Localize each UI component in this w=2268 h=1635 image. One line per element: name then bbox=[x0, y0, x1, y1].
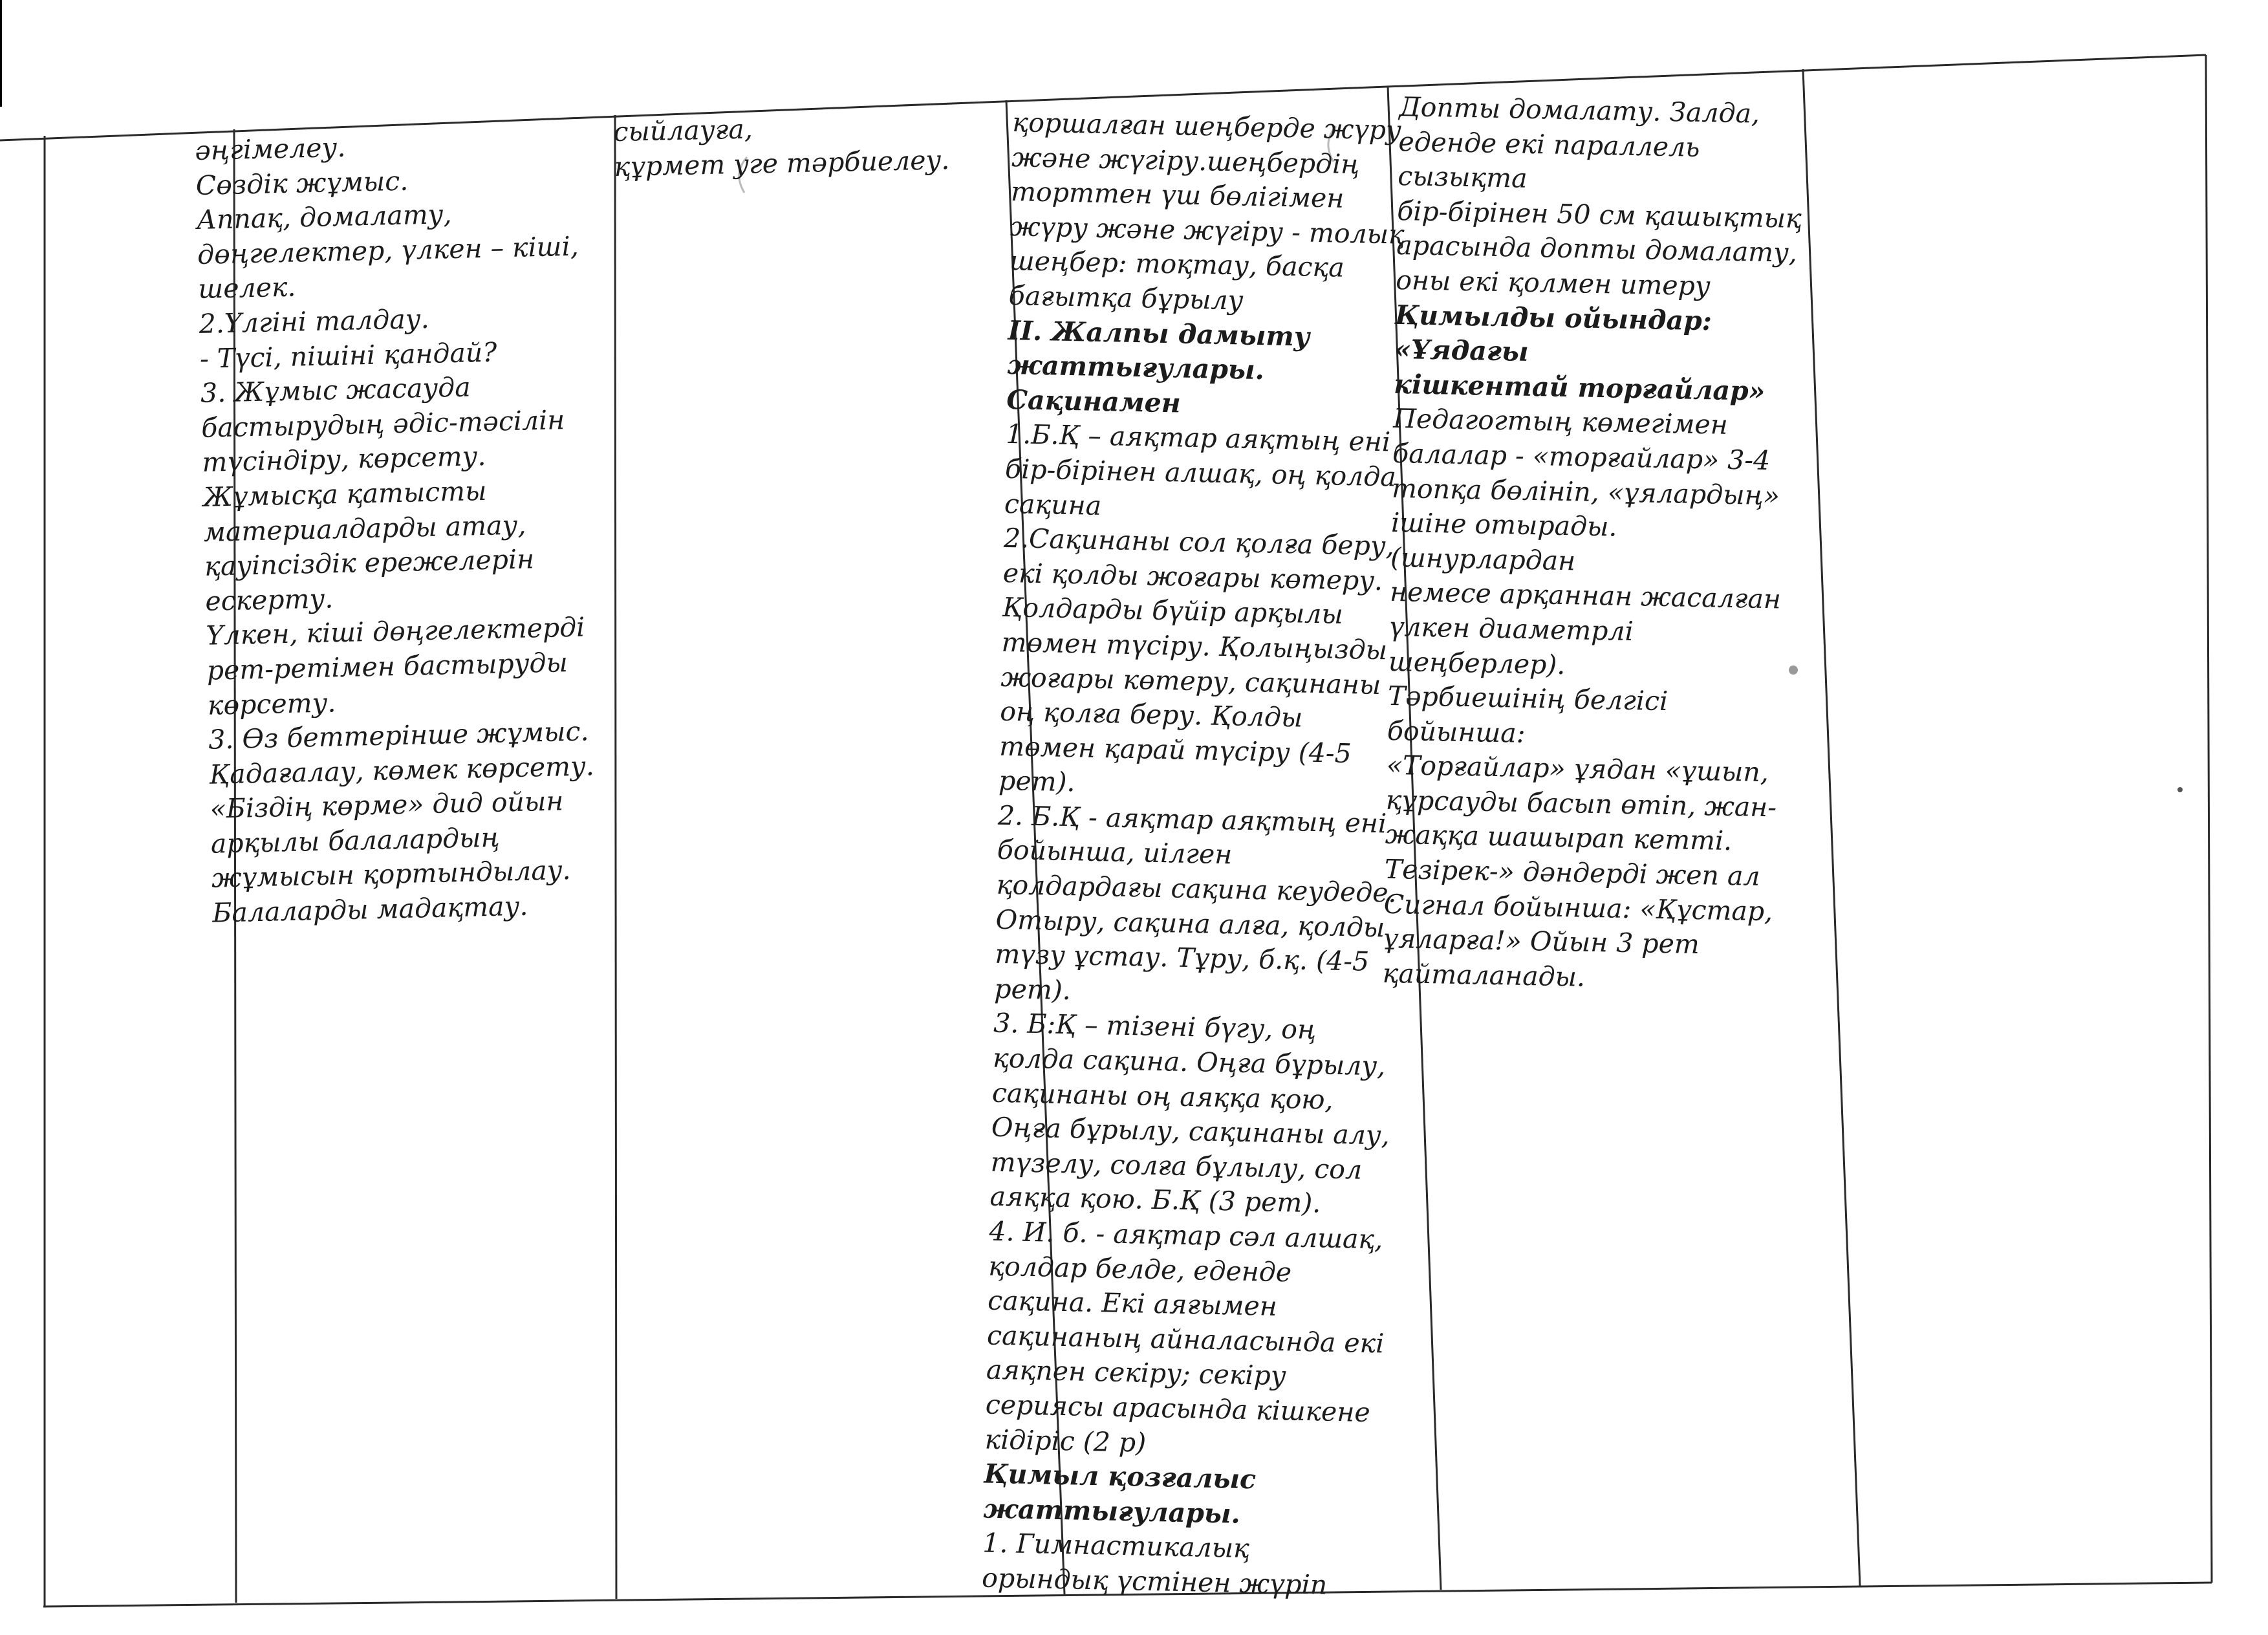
text-line: сақинаны оң аяққа қою, bbox=[991, 1077, 1334, 1116]
column-4-content bbox=[982, 105, 1427, 1604]
text-line: рет). bbox=[998, 765, 1076, 798]
text-line: бір-бірінен 50 см қашықтық bbox=[1396, 195, 1802, 234]
text-line: - Түсі, пішіні қандай? bbox=[199, 336, 497, 374]
table-right-border bbox=[2206, 55, 2212, 1583]
text-line: 3. Жұмыс жасауда bbox=[200, 371, 471, 409]
text-line: Қимылды ойындар: «Ұядағы bbox=[1394, 299, 1712, 368]
text-line: ұяларға!» Ойын 3 рет bbox=[1383, 923, 1700, 960]
column-divider-5 bbox=[1803, 69, 1860, 1586]
text-line: топқа бөлініп, «ұялардың» bbox=[1391, 472, 1780, 511]
text-line: 3. Б:Қ – тізені бүгу, оң bbox=[993, 1008, 1317, 1046]
text-line: үлкен диаметрлі шеңберлер). bbox=[1388, 611, 1634, 680]
text-line: балалар - «торғайлар» 3-4 bbox=[1392, 437, 1771, 477]
text-line: Сигнал бойынша: «Құстар, bbox=[1383, 888, 1773, 927]
text-line: Оңға бұрылу, сақинаны алу, bbox=[991, 1111, 1390, 1151]
text-line: Үлкен, кіші дөңгелектерді bbox=[206, 611, 585, 652]
text-line: кішкентай торғайлар» bbox=[1393, 368, 1766, 407]
text-line: құрсауды басып өтіп, жан- bbox=[1385, 784, 1777, 823]
text-line: аяқпен секіру; секіру bbox=[986, 1354, 1287, 1392]
text-line: Тәрбиешінің белгісі бойынша: bbox=[1387, 680, 1669, 749]
text-line: жоғары көтеру, сақинаны bbox=[1000, 661, 1381, 700]
text-line: бір-бірінен алшақ, оң қолда bbox=[1004, 453, 1397, 493]
text-line: 1. Гимнастикалық bbox=[982, 1527, 1250, 1565]
text-line: бағытқа бұрылу bbox=[1008, 279, 1244, 316]
text-line: орындық үстінен жүріп bbox=[981, 1562, 1328, 1601]
text-line: еденде екі параллель сызықта bbox=[1397, 125, 1700, 195]
text-line: 2.Үлгіні талдау. bbox=[199, 303, 430, 340]
text-line: сақина bbox=[1004, 488, 1102, 521]
text-line: қоршалған шеңберде жүру bbox=[1011, 106, 1402, 146]
text-line: 2.Сақинаны сол қолға беру, bbox=[1003, 522, 1395, 562]
text-line: сыйлауға, bbox=[613, 113, 753, 147]
text-line: жұмысын қортындылау. bbox=[211, 854, 572, 894]
text-line: Педагогтың көмегімен bbox=[1392, 403, 1729, 441]
column-5-content bbox=[1382, 90, 1813, 999]
text-line: жаттығулары. bbox=[983, 1493, 1241, 1530]
text-line: «Торғайлар» ұядан «ұшып, bbox=[1386, 750, 1769, 788]
text-line: Отыру, сақина алға, қолды bbox=[995, 904, 1385, 943]
text-line: және жүгіру.шеңбердің bbox=[1011, 141, 1360, 180]
text-line: қауіпсіздік ережелерін bbox=[204, 543, 535, 582]
text-line: бойынша, иілген bbox=[997, 834, 1233, 871]
text-line: ішіне отырады. (шнурлардан bbox=[1390, 507, 1617, 577]
text-line: оң қолға беру. Қолды bbox=[999, 695, 1303, 733]
text-line: материалдарды атау, bbox=[203, 509, 526, 548]
text-line: түзу ұстау. Тұру, б.қ. (4-5 bbox=[995, 938, 1370, 978]
text-line: «Біздің көрме» дид ойын bbox=[210, 785, 564, 825]
text-line: сақинаның айналасында екі bbox=[986, 1319, 1385, 1359]
text-line: Қолдарды бүйір арқылы bbox=[1002, 592, 1344, 631]
text-line: жүру және жүгіру - толық bbox=[1010, 210, 1405, 250]
text-line: кідіріс (2 р) bbox=[984, 1424, 1147, 1458]
text-line: сериясы арасында кішкене bbox=[985, 1389, 1371, 1428]
text-line: II. Жалпы дамыту bbox=[1008, 314, 1310, 352]
text-line: аяққа қою. Б.Қ (3 рет). bbox=[989, 1181, 1321, 1219]
text-line: жаққа шашырап кетті. bbox=[1385, 819, 1733, 857]
text-line: рет). bbox=[993, 973, 1072, 1006]
text-line: көрсету. bbox=[207, 686, 336, 721]
text-line: шелек. bbox=[197, 271, 296, 305]
text-line: оны екі қолмен итеру bbox=[1395, 264, 1711, 302]
text-line: төмен қарай түсіру (4-5 bbox=[999, 730, 1352, 769]
column-3-content bbox=[613, 107, 996, 185]
text-line: қолдардағы сақина кеудеде. bbox=[996, 869, 1398, 909]
text-line: 3. Өз беттерінше жұмыс. bbox=[208, 715, 590, 755]
text-line: түзелу, солға бұлылу, сол bbox=[990, 1146, 1363, 1186]
text-line: арасында допты домалату, bbox=[1396, 230, 1798, 269]
text-line: 1.Б.Қ – аяқтар аяқтың ені bbox=[1005, 418, 1391, 458]
text-line: бастырудың әдіс-тәсілін bbox=[200, 404, 565, 444]
text-line: қайталанады. bbox=[1382, 957, 1586, 993]
text-line: қолдар белде, еденде bbox=[988, 1250, 1292, 1288]
text-line: Сақинамен bbox=[1006, 384, 1182, 419]
text-line: рет-ретімен бастыруды bbox=[206, 647, 568, 686]
text-line: Жұмысқа қатысты bbox=[202, 475, 487, 513]
text-line: ескерту. bbox=[204, 583, 334, 617]
text-line: дөңгелектер, үлкен – кіші, bbox=[197, 230, 579, 270]
text-line: құрмет уге тәрбиелеу. bbox=[614, 144, 950, 182]
text-line: Допты домалату. Залда, bbox=[1399, 91, 1760, 129]
text-line: Сөздік жұмыс. bbox=[195, 165, 409, 201]
text-line: Балаларды мадақтау. bbox=[211, 890, 528, 929]
text-line: қолда сақина. Оңға бұрылу, bbox=[992, 1042, 1386, 1082]
text-line: түсіндіру, көрсету. bbox=[201, 440, 486, 479]
text-line: Қимыл қозғалыс bbox=[984, 1458, 1257, 1495]
text-line: Қадағалау, көмек көрсету. bbox=[208, 750, 595, 790]
text-line: торттен үш бөлігімен bbox=[1010, 176, 1345, 214]
text-line: немесе арқаннан жасалған bbox=[1389, 576, 1782, 615]
text-line: шеңбер: тоқтау, басқа bbox=[1009, 245, 1345, 284]
text-line: сақина. Екі аяғымен bbox=[987, 1284, 1278, 1323]
text-line: әңгімелеу. bbox=[195, 131, 346, 166]
text-line: Аппақ, домалату, bbox=[196, 199, 452, 236]
scan-artifact-dot-2 bbox=[2177, 787, 2183, 792]
text-line: 4. И. б. - аяқтар сәл алшақ, bbox=[989, 1215, 1383, 1255]
text-line: жаттығулары. bbox=[1007, 349, 1265, 386]
text-line: 2. Б.Қ - аяқтар аяқтың ені bbox=[997, 799, 1387, 839]
text-line: төмен түсіру. Қолыңызды bbox=[1001, 626, 1388, 666]
text-line: екі қолды жоғары көтеру. bbox=[1002, 557, 1383, 596]
text-line: Тезірек-» дәндерді жеп ал bbox=[1384, 853, 1761, 892]
column-2-content bbox=[195, 124, 627, 931]
text-line: арқылы балалардың bbox=[210, 821, 501, 860]
